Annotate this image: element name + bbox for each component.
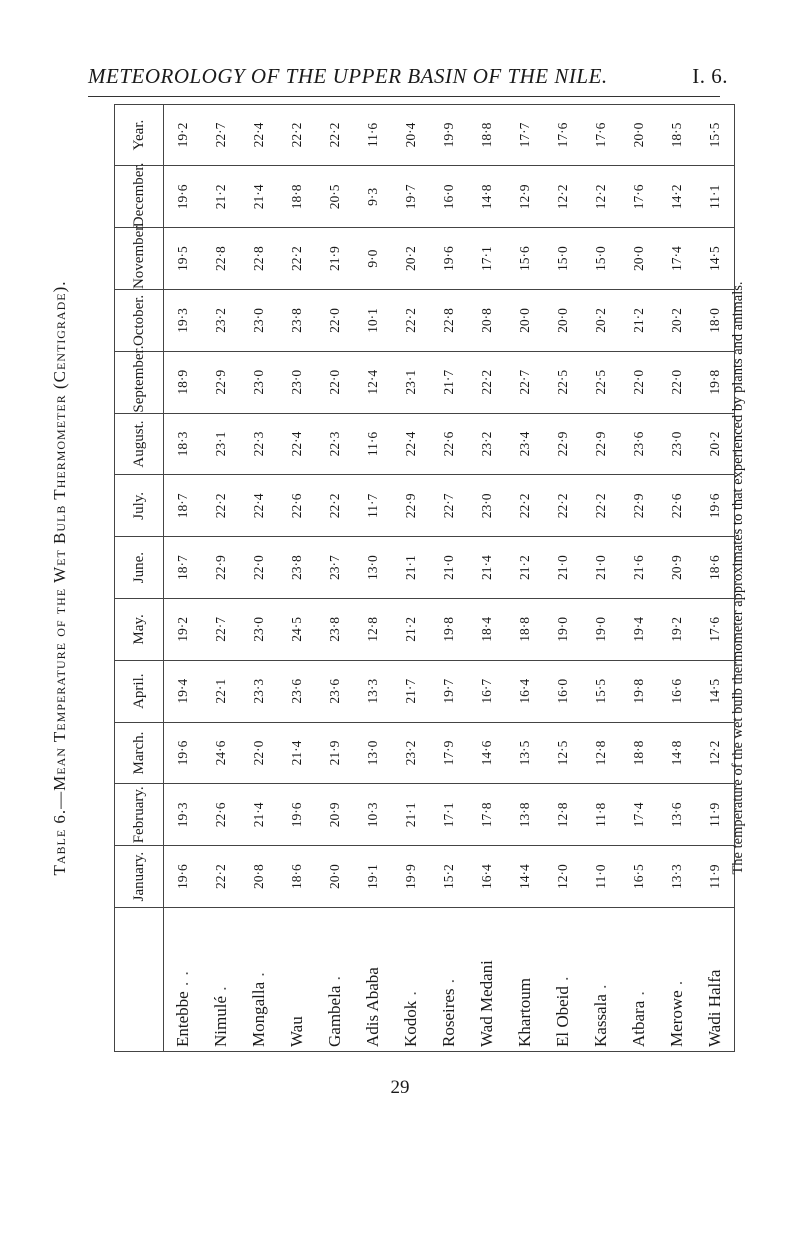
value-cell: 19·9 <box>430 104 468 166</box>
value-cell: 11·9 <box>696 846 735 908</box>
station-name: Merowe <box>667 990 686 1047</box>
value-cell: 17·6 <box>582 104 620 166</box>
value-cell: 21·2 <box>620 290 658 352</box>
value-cell: 11·6 <box>354 104 392 166</box>
station-cell <box>164 908 203 1052</box>
value-cell: 21·4 <box>240 166 278 228</box>
value-cell: 20·0 <box>620 228 658 290</box>
station-cell <box>620 908 658 1052</box>
column-header: December. <box>115 166 164 228</box>
station-cell <box>240 908 278 1052</box>
station-cell <box>696 908 735 1052</box>
value-cell: 19·2 <box>658 599 696 661</box>
value-cell: 12·2 <box>544 166 582 228</box>
rotated-table-block <box>50 104 746 1052</box>
value-cell: 15·2 <box>430 846 468 908</box>
value-cell: 15·6 <box>506 228 544 290</box>
column-header: June. <box>115 537 164 599</box>
value-cell: 23·1 <box>202 413 240 475</box>
value-cell: 21·1 <box>392 537 430 599</box>
value-cell: 21·1 <box>392 784 430 846</box>
value-cell: 13·3 <box>354 660 392 722</box>
value-cell: 16·5 <box>620 846 658 908</box>
value-cell: 23·7 <box>316 537 354 599</box>
value-cell: 22·5 <box>582 351 620 413</box>
table-footnote: The temperature of the wet bulb thermometer approximates to that experienced by plants and animals. <box>730 281 746 875</box>
value-cell: 19·0 <box>582 599 620 661</box>
value-cell: 22·4 <box>392 413 430 475</box>
value-cell: 16·0 <box>544 660 582 722</box>
station-name: Wad Medani <box>477 960 496 1047</box>
value-cell: 22·3 <box>240 413 278 475</box>
value-cell: 22·2 <box>202 846 240 908</box>
value-cell: 18·8 <box>620 722 658 784</box>
value-cell: 13·5 <box>506 722 544 784</box>
column-header: September. <box>115 351 164 413</box>
value-cell: 12·4 <box>354 351 392 413</box>
value-cell: 20·2 <box>658 290 696 352</box>
table-row <box>316 104 354 1051</box>
leader-dots: . <box>591 983 610 995</box>
value-cell: 19·8 <box>696 351 735 413</box>
value-cell: 23·4 <box>506 413 544 475</box>
leader-dots: . <box>629 990 648 1001</box>
value-cell: 19·5 <box>164 228 203 290</box>
value-cell: 19·3 <box>164 290 203 352</box>
station-name: El Obeid <box>553 986 572 1047</box>
value-cell: 18·6 <box>278 846 316 908</box>
value-cell: 17·8 <box>468 784 506 846</box>
value-cell: 22·6 <box>658 475 696 537</box>
table-row <box>582 104 620 1051</box>
value-cell: 11·6 <box>354 413 392 475</box>
value-cell: 17·1 <box>468 228 506 290</box>
value-cell: 23·0 <box>278 351 316 413</box>
value-cell: 20·4 <box>392 104 430 166</box>
value-cell: 23·0 <box>468 475 506 537</box>
station-cell <box>278 908 316 1052</box>
value-cell: 22·0 <box>658 351 696 413</box>
value-cell: 22·5 <box>544 351 582 413</box>
leader-dots: . <box>439 977 458 989</box>
value-cell: 21·2 <box>506 537 544 599</box>
value-cell: 23·6 <box>316 660 354 722</box>
value-cell: 22·0 <box>620 351 658 413</box>
value-cell: 15·5 <box>582 660 620 722</box>
leader-dots: . <box>401 990 420 1001</box>
value-cell: 21·7 <box>392 660 430 722</box>
value-cell: 23·8 <box>278 537 316 599</box>
value-cell: 22·7 <box>506 351 544 413</box>
value-cell: 19·1 <box>354 846 392 908</box>
value-cell: 23·0 <box>658 413 696 475</box>
column-header: February. <box>115 784 164 846</box>
value-cell: 9·0 <box>354 228 392 290</box>
value-cell: 14·5 <box>696 228 735 290</box>
value-cell: 21·0 <box>430 537 468 599</box>
value-cell: 17·6 <box>544 104 582 166</box>
value-cell: 22·8 <box>240 228 278 290</box>
value-cell: 19·9 <box>392 846 430 908</box>
value-cell: 9·3 <box>354 166 392 228</box>
value-cell: 12·8 <box>582 722 620 784</box>
station-cell <box>582 908 620 1052</box>
value-cell: 19·3 <box>164 784 203 846</box>
value-cell: 16·7 <box>468 660 506 722</box>
value-cell: 22·9 <box>544 413 582 475</box>
value-cell: 12·5 <box>544 722 582 784</box>
value-cell: 19·6 <box>430 228 468 290</box>
value-cell: 21·2 <box>392 599 430 661</box>
value-cell: 20·2 <box>696 413 735 475</box>
station-cell <box>430 908 468 1052</box>
column-header: August. <box>115 413 164 475</box>
value-cell: 13·3 <box>658 846 696 908</box>
value-cell: 19·2 <box>164 104 203 166</box>
station-name: Mongalla <box>249 981 268 1047</box>
leader-dots: . <box>211 985 230 996</box>
value-cell: 18·6 <box>696 537 735 599</box>
value-cell: 22·0 <box>240 537 278 599</box>
value-cell: 20·0 <box>544 290 582 352</box>
value-cell: 20·2 <box>582 290 620 352</box>
value-cell: 22·9 <box>620 475 658 537</box>
value-cell: 13·0 <box>354 537 392 599</box>
value-cell: 23·0 <box>240 599 278 661</box>
value-cell: 18·5 <box>658 104 696 166</box>
value-cell: 13·0 <box>354 722 392 784</box>
value-cell: 11·7 <box>354 475 392 537</box>
value-cell: 21·9 <box>316 722 354 784</box>
value-cell: 18·4 <box>468 599 506 661</box>
value-cell: 11·8 <box>582 784 620 846</box>
value-cell: 14·5 <box>696 660 735 722</box>
station-column-header <box>115 908 164 1052</box>
value-cell: 19·6 <box>164 722 203 784</box>
value-cell: 23·8 <box>278 290 316 352</box>
value-cell: 20·0 <box>316 846 354 908</box>
value-cell: 22·2 <box>316 104 354 166</box>
value-cell: 10·1 <box>354 290 392 352</box>
running-header <box>88 64 728 89</box>
value-cell: 23·3 <box>240 660 278 722</box>
table-row <box>506 104 544 1051</box>
value-cell: 17·7 <box>506 104 544 166</box>
station-name: Wadi Halfa <box>705 969 724 1047</box>
wet-bulb-temperature-table <box>114 104 735 1052</box>
station-cell <box>544 908 582 1052</box>
value-cell: 22·2 <box>544 475 582 537</box>
table-row <box>544 104 582 1051</box>
column-header: November. <box>115 228 164 290</box>
column-header: March. <box>115 722 164 784</box>
table-body <box>164 104 735 1051</box>
value-cell: 22·9 <box>392 475 430 537</box>
value-cell: 22·6 <box>430 413 468 475</box>
value-cell: 23·8 <box>316 599 354 661</box>
leader-dots: . <box>325 975 344 986</box>
value-cell: 21·4 <box>468 537 506 599</box>
value-cell: 13·8 <box>506 784 544 846</box>
value-cell: 23·1 <box>392 351 430 413</box>
table-row <box>202 104 240 1051</box>
value-cell: 22·2 <box>278 104 316 166</box>
value-cell: 20·5 <box>316 166 354 228</box>
value-cell: 17·9 <box>430 722 468 784</box>
station-cell <box>202 908 240 1052</box>
value-cell: 21·9 <box>316 228 354 290</box>
station-name: Kodok <box>401 1000 420 1047</box>
value-cell: 21·7 <box>430 351 468 413</box>
station-name: Nimulé <box>211 996 230 1047</box>
value-cell: 19·8 <box>620 660 658 722</box>
value-cell: 22·0 <box>240 722 278 784</box>
running-title: METEOROLOGY OF THE UPPER BASIN OF THE NILE. <box>88 64 608 88</box>
column-header: January. <box>115 846 164 908</box>
value-cell: 11·1 <box>696 166 735 228</box>
value-cell: 22·3 <box>316 413 354 475</box>
value-cell: 23·0 <box>240 351 278 413</box>
value-cell: 23·2 <box>392 722 430 784</box>
value-cell: 23·2 <box>202 290 240 352</box>
value-cell: 14·8 <box>468 166 506 228</box>
value-cell: 18·8 <box>506 599 544 661</box>
value-cell: 12·2 <box>582 166 620 228</box>
value-cell: 10·3 <box>354 784 392 846</box>
value-cell: 16·6 <box>658 660 696 722</box>
value-cell: 22·7 <box>430 475 468 537</box>
station-cell <box>392 908 430 1052</box>
header-rule <box>88 96 720 97</box>
value-cell: 22·7 <box>202 104 240 166</box>
value-cell: 12·2 <box>696 722 735 784</box>
value-cell: 14·2 <box>658 166 696 228</box>
station-name: Adis Ababa <box>363 967 382 1047</box>
value-cell: 15·0 <box>582 228 620 290</box>
value-cell: 22·8 <box>430 290 468 352</box>
value-cell: 16·0 <box>430 166 468 228</box>
station-cell <box>658 908 696 1052</box>
value-cell: 19·7 <box>392 166 430 228</box>
value-cell: 20·0 <box>506 290 544 352</box>
value-cell: 23·6 <box>278 660 316 722</box>
value-cell: 20·9 <box>658 537 696 599</box>
value-cell: 14·4 <box>506 846 544 908</box>
station-cell <box>468 908 506 1052</box>
page-number: 29 <box>390 1077 410 1098</box>
value-cell: 18·9 <box>164 351 203 413</box>
value-cell: 20·8 <box>240 846 278 908</box>
value-cell: 23·0 <box>240 290 278 352</box>
value-cell: 23·6 <box>620 413 658 475</box>
value-cell: 19·0 <box>544 599 582 661</box>
leader-dots: . . <box>173 970 192 992</box>
value-cell: 22·9 <box>202 351 240 413</box>
value-cell: 16·4 <box>506 660 544 722</box>
station-name: Wau <box>287 1016 306 1047</box>
station-name: Gambela <box>325 985 344 1047</box>
station-name: Khartoum <box>515 978 534 1047</box>
value-cell: 22·2 <box>202 475 240 537</box>
value-cell: 21·4 <box>240 784 278 846</box>
section-number: I. 6. <box>692 64 728 88</box>
value-cell: 22·6 <box>278 475 316 537</box>
value-cell: 21·4 <box>278 722 316 784</box>
value-cell: 18·8 <box>468 104 506 166</box>
value-cell: 19·2 <box>164 599 203 661</box>
value-cell: 19·6 <box>164 166 203 228</box>
value-cell: 11·9 <box>696 784 735 846</box>
value-cell: 12·8 <box>544 784 582 846</box>
value-cell: 16·4 <box>468 846 506 908</box>
table-row <box>430 104 468 1051</box>
leader-dots: . <box>249 971 268 982</box>
value-cell: 22·2 <box>582 475 620 537</box>
value-cell: 17·4 <box>658 228 696 290</box>
station-cell <box>316 908 354 1052</box>
table-row <box>620 104 658 1051</box>
value-cell: 20·0 <box>620 104 658 166</box>
column-header: April. <box>115 660 164 722</box>
value-cell: 20·9 <box>316 784 354 846</box>
value-cell: 14·6 <box>468 722 506 784</box>
value-cell: 19·4 <box>620 599 658 661</box>
value-cell: 20·2 <box>392 228 430 290</box>
table-row <box>658 104 696 1051</box>
value-cell: 22·4 <box>240 104 278 166</box>
value-cell: 22·4 <box>240 475 278 537</box>
value-cell: 23·2 <box>468 413 506 475</box>
value-cell: 22·6 <box>202 784 240 846</box>
value-cell: 17·6 <box>696 599 735 661</box>
value-cell: 22·2 <box>278 228 316 290</box>
value-cell: 21·2 <box>202 166 240 228</box>
table-row <box>278 104 316 1051</box>
value-cell: 12·0 <box>544 846 582 908</box>
value-cell: 18·7 <box>164 537 203 599</box>
column-header: Year. <box>115 104 164 166</box>
column-header: May. <box>115 599 164 661</box>
value-cell: 17·4 <box>620 784 658 846</box>
value-cell: 12·9 <box>506 166 544 228</box>
value-cell: 12·8 <box>354 599 392 661</box>
value-cell: 19·4 <box>164 660 203 722</box>
value-cell: 21·0 <box>544 537 582 599</box>
value-cell: 17·6 <box>620 166 658 228</box>
value-cell: 21·6 <box>620 537 658 599</box>
table-title: Table 6.—Mean Temperature of the Wet Bulb Thermometer (Centigrade). <box>50 280 69 876</box>
leader-dots: . <box>667 979 686 991</box>
value-cell: 13·6 <box>658 784 696 846</box>
station-name: Atbara <box>629 1000 648 1047</box>
value-cell: 22·4 <box>278 413 316 475</box>
table-row <box>164 104 203 1051</box>
value-cell: 20·8 <box>468 290 506 352</box>
value-cell: 21·0 <box>582 537 620 599</box>
value-cell: 22·9 <box>202 537 240 599</box>
table-row <box>240 104 278 1051</box>
value-cell: 22·0 <box>316 290 354 352</box>
table-row <box>392 104 430 1051</box>
value-cell: 22·7 <box>202 599 240 661</box>
value-cell: 17·1 <box>430 784 468 846</box>
table-row <box>468 104 506 1051</box>
value-cell: 22·2 <box>468 351 506 413</box>
table-row <box>354 104 392 1051</box>
station-cell <box>506 908 544 1052</box>
value-cell: 15·0 <box>544 228 582 290</box>
station-name: Roseires <box>439 988 458 1047</box>
value-cell: 19·6 <box>164 846 203 908</box>
station-name: Entebbe <box>173 991 192 1047</box>
value-cell: 24·6 <box>202 722 240 784</box>
value-cell: 22·2 <box>506 475 544 537</box>
value-cell: 19·6 <box>696 475 735 537</box>
value-cell: 19·8 <box>430 599 468 661</box>
value-cell: 22·9 <box>582 413 620 475</box>
station-cell <box>354 908 392 1052</box>
value-cell: 18·8 <box>278 166 316 228</box>
value-cell: 22·2 <box>392 290 430 352</box>
value-cell: 22·8 <box>202 228 240 290</box>
column-header: July. <box>115 475 164 537</box>
value-cell: 11·0 <box>582 846 620 908</box>
value-cell: 24·5 <box>278 599 316 661</box>
value-cell: 15·5 <box>696 104 735 166</box>
value-cell: 22·1 <box>202 660 240 722</box>
value-cell: 14·8 <box>658 722 696 784</box>
station-name: Kassala <box>591 994 610 1047</box>
value-cell: 19·7 <box>430 660 468 722</box>
table-row <box>696 104 735 1051</box>
table-header-row <box>115 104 164 1051</box>
value-cell: 18·7 <box>164 475 203 537</box>
value-cell: 18·0 <box>696 290 735 352</box>
column-header: October. <box>115 290 164 352</box>
value-cell: 19·6 <box>278 784 316 846</box>
value-cell: 22·2 <box>316 475 354 537</box>
leader-dots: . <box>553 975 572 987</box>
value-cell: 18·3 <box>164 413 203 475</box>
value-cell: 22·0 <box>316 351 354 413</box>
